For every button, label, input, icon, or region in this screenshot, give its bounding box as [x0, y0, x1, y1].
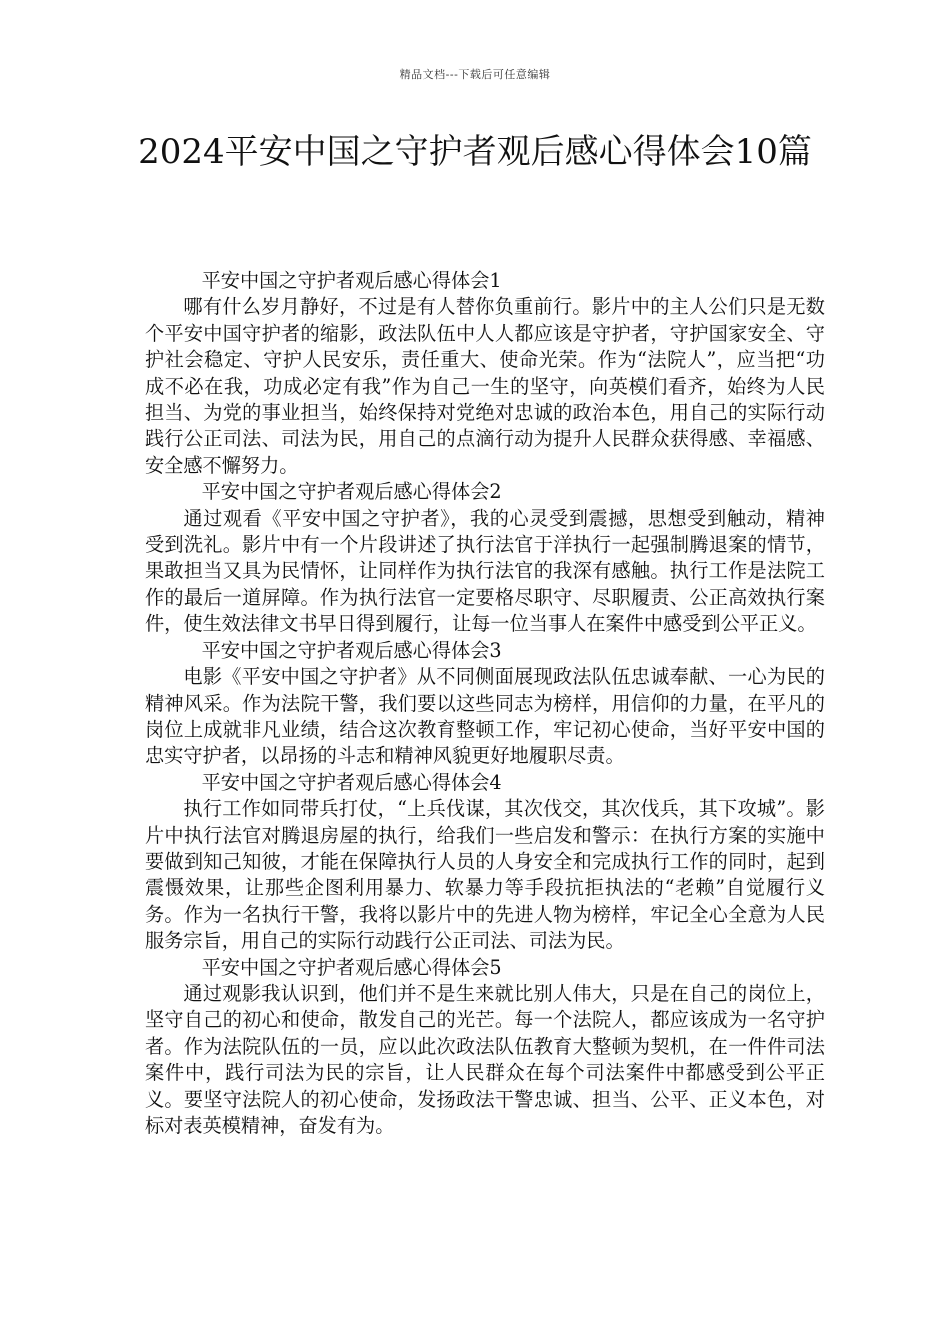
section-paragraph: 执行工作如同带兵打仗，“上兵伐谋，其次伐交，其次伐兵，其下攻城”。影片中执行法官对腾退房屋的执行，给我们一些启发和警示：在执行方案的实施中要做到知己知彼，才能在保障执行人员的人身安全和完成执行工作的同时，起到震慑效果，让那些企图利用暴力、软暴力等手段抗拒执法的“老赖”自觉履行义务。作为一名执行干警，我将以影片中的先进人物为榜样，牢记全心全意为人民服务宗旨，用自己的实际行动践行公正司法、司法为民。 — [145, 797, 825, 953]
section-heading: 平安中国之守护者观后感心得体会3 — [201, 638, 502, 662]
section-paragraph: 哪有什么岁月静好，不过是有人替你负重前行。影片中的主人公们只是无数个平安中国守护者的缩影，政法队伍中人人都应该是守护者，守护国家安全、守护社会稳定、守护人民安乐，责任重大、使命光荣。作为“法院人”，应当把“功成不必在我，功成必定有我”作为自己一生的坚守，向英模们看齐，始终为人民担当、为党的事业担当，始终保持对党绝对忠诚的政治本色，用自己的实际行动践行公正司法、司法为民，用自己的点滴行动为提升人民群众获得感、幸福感、安全感不懈努力。 — [145, 295, 825, 477]
section-heading: 平安中国之守护者观后感心得体会2 — [201, 480, 502, 504]
document-body — [145, 268, 825, 1139]
document-title: 2024平安中国之守护者观后感心得体会10篇 — [138, 132, 812, 172]
section-heading: 平安中国之守护者观后感心得体会4 — [201, 770, 502, 794]
section-paragraph: 电影《平安中国之守护者》从不同侧面展现政法队伍忠诚奉献、一心为民的精神风采。作为法院干警，我们要以这些同志为榜样，用信仰的力量，在平凡的岗位上成就非凡业绩，结合这次教育整顿工作，牢记初心使命，当好平安中国的忠实守护者，以昂扬的斗志和精神风貌更好地履职尽责。 — [145, 665, 825, 768]
section-heading: 平安中国之守护者观后感心得体会5 — [201, 955, 502, 979]
section-paragraph: 通过观影我认识到，他们并不是生来就比别人伟大，只是在自己的岗位上，坚守自己的初心和使命，散发自己的光芒。每一个法院人，都应该成为一名守护者。作为法院队伍的一员，应以此次政法队伍教育大整顿为契机，在一件件司法案件中，践行司法为民的宗旨，让人民群众在每个司法案件中都感受到公平正义。要坚守法院人的初心使命，发扬政法干警忠诚、担当、公平、正义本色，对标对表英模精神，奋发有为。 — [145, 981, 825, 1137]
section-paragraph: 通过观看《平安中国之守护者》，我的心灵受到震撼，思想受到触动，精神受到洗礼。影片中有一个片段讲述了执行法官于洋执行一起强制腾退案的情节，果敢担当又具为民情怀，让同样作为执行法官的我深有感触。执行工作是法院工作的最后一道屏障。作为执行法官一定要格尽职守、尽职履责、公正高效执行案件，使生效法律文书早日得到履行，让每一位当事人在案件中感受到公平正义。 — [145, 506, 825, 636]
header-note: 精品文档---下载后可任意编辑 — [399, 68, 551, 81]
section-heading: 平安中国之守护者观后感心得体会1 — [201, 269, 502, 292]
